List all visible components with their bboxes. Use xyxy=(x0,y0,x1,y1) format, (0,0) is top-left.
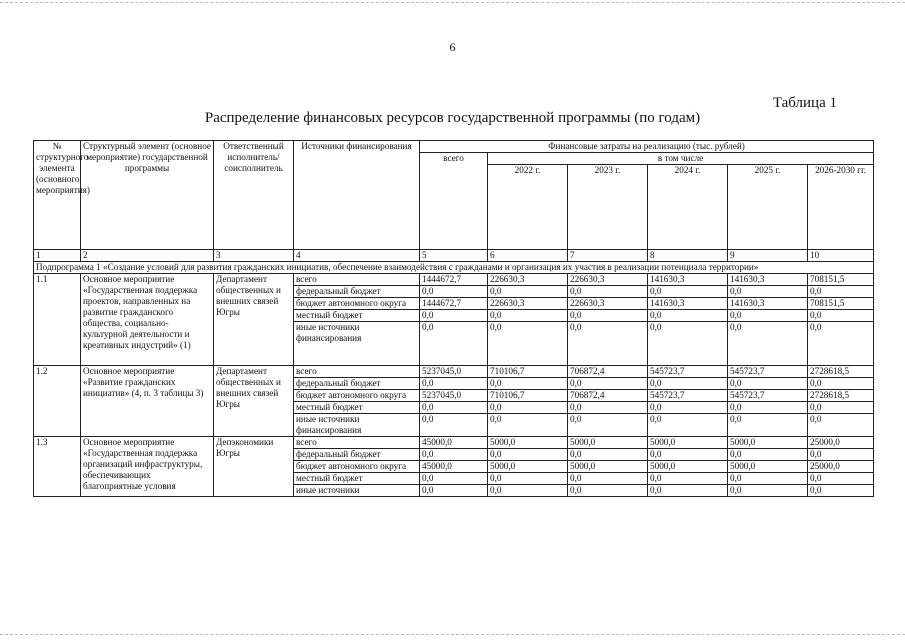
value-cell: 0,0 xyxy=(728,485,808,497)
value-cell: 141630,3 xyxy=(728,298,808,310)
value-cell: 0,0 xyxy=(808,378,874,390)
value-cell: 0,0 xyxy=(728,286,808,298)
value-cell: 0,0 xyxy=(728,473,808,485)
source-cell: местный бюджет xyxy=(294,402,420,414)
value-cell: 226630,3 xyxy=(568,298,648,310)
value-cell: 141630,3 xyxy=(648,274,728,286)
value-cell: 0,0 xyxy=(568,378,648,390)
value-cell: 0,0 xyxy=(420,310,488,322)
value-cell: 0,0 xyxy=(648,286,728,298)
value-cell: 0,0 xyxy=(808,322,874,366)
scan-edge-top xyxy=(0,2,905,4)
row-executor: Департамент общественных и внешних связей Югры xyxy=(214,274,294,366)
value-cell: 0,0 xyxy=(568,485,648,497)
header-executor: Ответственный исполнитель/соисполнитель xyxy=(214,141,294,250)
value-cell: 0,0 xyxy=(488,322,568,366)
value-cell: 25000,0 xyxy=(808,461,874,473)
source-cell: бюджет автономного округа xyxy=(294,461,420,473)
value-cell: 2728618,5 xyxy=(808,366,874,378)
value-cell: 5237045,0 xyxy=(420,390,488,402)
value-cell: 545723,7 xyxy=(648,390,728,402)
source-cell: федеральный бюджет xyxy=(294,449,420,461)
value-cell: 5000,0 xyxy=(648,437,728,449)
row-executor: Департамент общественных и внешних связей Югры xyxy=(214,366,294,437)
column-number: 10 xyxy=(808,250,874,262)
column-number: 4 xyxy=(294,250,420,262)
header-element: Структурный элемент (основное мероприятие) государственной программы xyxy=(81,141,214,250)
header-year: 2024 г. xyxy=(648,165,728,250)
source-cell: местный бюджет xyxy=(294,310,420,322)
header-costs: Финансовые затраты на реализацию (тыс. рублей) xyxy=(420,141,874,153)
value-cell: 45000,0 xyxy=(420,461,488,473)
value-cell: 226630,3 xyxy=(488,298,568,310)
value-cell: 141630,3 xyxy=(728,274,808,286)
value-cell: 0,0 xyxy=(728,378,808,390)
header-year: 2023 г. xyxy=(568,165,648,250)
source-cell: всего xyxy=(294,366,420,378)
header-year: 2025 г. xyxy=(728,165,808,250)
value-cell: 5000,0 xyxy=(728,437,808,449)
value-cell: 0,0 xyxy=(420,322,488,366)
value-cell: 0,0 xyxy=(648,322,728,366)
value-cell: 0,0 xyxy=(808,414,874,437)
value-cell: 0,0 xyxy=(648,402,728,414)
value-cell: 2728618,5 xyxy=(808,390,874,402)
row-element: Основное мероприятие «Развитие гражданских инициатив» (4, п. 3 таблицы 3) xyxy=(81,366,214,437)
value-cell: 5237045,0 xyxy=(420,366,488,378)
source-cell: всего xyxy=(294,437,420,449)
value-cell: 0,0 xyxy=(420,286,488,298)
value-cell: 0,0 xyxy=(488,485,568,497)
value-cell: 25000,0 xyxy=(808,437,874,449)
source-cell: бюджет автономного округа xyxy=(294,298,420,310)
source-cell: иные источники xyxy=(294,485,420,497)
value-cell: 0,0 xyxy=(808,402,874,414)
column-number: 7 xyxy=(568,250,648,262)
value-cell: 706872,4 xyxy=(568,390,648,402)
row-number: 1.1 xyxy=(34,274,81,366)
column-number: 3 xyxy=(214,250,294,262)
value-cell: 0,0 xyxy=(808,473,874,485)
page-number: 6 xyxy=(449,40,456,54)
source-cell: иные источники финансирования xyxy=(294,414,420,437)
value-cell: 0,0 xyxy=(568,286,648,298)
row-element: Основное мероприятие «Государственная поддержка организаций инфраструктуры, обеспечивающих благоприятные условия xyxy=(81,437,214,497)
source-cell: федеральный бюджет xyxy=(294,286,420,298)
document-title: Распределение финансовых ресурсов государственной программы (по годам) xyxy=(204,110,701,126)
value-cell: 0,0 xyxy=(648,485,728,497)
header-source: Источники финансирования xyxy=(294,141,420,250)
value-cell: 0,0 xyxy=(728,449,808,461)
row-number: 1.3 xyxy=(34,437,81,497)
value-cell: 0,0 xyxy=(420,378,488,390)
value-cell: 706872,4 xyxy=(568,366,648,378)
value-cell: 0,0 xyxy=(728,402,808,414)
value-cell: 0,0 xyxy=(648,449,728,461)
value-cell: 710106,7 xyxy=(488,390,568,402)
header-total: всего xyxy=(420,153,488,250)
column-number: 1 xyxy=(34,250,81,262)
financial-table xyxy=(33,140,874,497)
value-cell: 5000,0 xyxy=(568,437,648,449)
value-cell: 0,0 xyxy=(808,310,874,322)
source-cell: всего xyxy=(294,274,420,286)
source-cell: бюджет автономного округа xyxy=(294,390,420,402)
table-label: Таблица 1 xyxy=(772,95,837,111)
value-cell: 545723,7 xyxy=(648,366,728,378)
value-cell: 0,0 xyxy=(808,485,874,497)
value-cell: 0,0 xyxy=(648,310,728,322)
value-cell: 0,0 xyxy=(420,473,488,485)
value-cell: 708151,5 xyxy=(808,298,874,310)
value-cell: 5000,0 xyxy=(568,461,648,473)
header-including: в том числе xyxy=(488,153,874,165)
value-cell: 0,0 xyxy=(568,414,648,437)
value-cell: 226630,3 xyxy=(488,274,568,286)
value-cell: 0,0 xyxy=(420,414,488,437)
value-cell: 0,0 xyxy=(568,322,648,366)
value-cell: 0,0 xyxy=(488,473,568,485)
row-element: Основное мероприятие «Государственная поддержка проектов, направленных на развитие гражданского общества, социально-культурной деятельности и креативных индустрий» (1) xyxy=(81,274,214,366)
value-cell: 0,0 xyxy=(568,473,648,485)
value-cell: 0,0 xyxy=(808,286,874,298)
value-cell: 0,0 xyxy=(728,310,808,322)
value-cell: 0,0 xyxy=(568,449,648,461)
value-cell: 0,0 xyxy=(420,485,488,497)
header-num: № структурного элемента (основного мероприятия) xyxy=(34,141,81,250)
source-cell: иные источники финансирования xyxy=(294,322,420,366)
value-cell: 0,0 xyxy=(488,378,568,390)
value-cell: 1444672,7 xyxy=(420,298,488,310)
value-cell: 545723,7 xyxy=(728,366,808,378)
column-number: 5 xyxy=(420,250,488,262)
value-cell: 0,0 xyxy=(808,449,874,461)
value-cell: 5000,0 xyxy=(648,461,728,473)
row-number: 1.2 xyxy=(34,366,81,437)
column-number: 2 xyxy=(81,250,214,262)
value-cell: 226630,3 xyxy=(568,274,648,286)
value-cell: 5000,0 xyxy=(728,461,808,473)
value-cell: 0,0 xyxy=(420,449,488,461)
column-number: 9 xyxy=(728,250,808,262)
column-number: 6 xyxy=(488,250,568,262)
value-cell: 0,0 xyxy=(648,414,728,437)
value-cell: 708151,5 xyxy=(808,274,874,286)
source-cell: местный бюджет xyxy=(294,473,420,485)
value-cell: 0,0 xyxy=(420,402,488,414)
value-cell: 0,0 xyxy=(488,402,568,414)
column-number: 8 xyxy=(648,250,728,262)
value-cell: 710106,7 xyxy=(488,366,568,378)
value-cell: 141630,3 xyxy=(648,298,728,310)
value-cell: 0,0 xyxy=(568,402,648,414)
value-cell: 0,0 xyxy=(648,473,728,485)
value-cell: 0,0 xyxy=(488,449,568,461)
source-cell: федеральный бюджет xyxy=(294,378,420,390)
header-year: 2026-2030 гг. xyxy=(808,165,874,250)
value-cell: 0,0 xyxy=(488,414,568,437)
value-cell: 0,0 xyxy=(648,378,728,390)
value-cell: 0,0 xyxy=(568,310,648,322)
value-cell: 0,0 xyxy=(488,286,568,298)
value-cell: 5000,0 xyxy=(488,437,568,449)
row-executor: Депэкономики Югры xyxy=(214,437,294,497)
value-cell: 45000,0 xyxy=(420,437,488,449)
value-cell: 545723,7 xyxy=(728,390,808,402)
subprogram-title: Подпрограмма 1 «Создание условий для развития гражданских инициатив, обеспечение взаимодействия с гражданами и организация их участия в реализации потенциала территории» xyxy=(34,262,874,274)
header-year: 2022 г. xyxy=(488,165,568,250)
scan-edge-bottom xyxy=(0,634,905,636)
value-cell: 0,0 xyxy=(728,322,808,366)
value-cell: 0,0 xyxy=(728,414,808,437)
value-cell: 5000,0 xyxy=(488,461,568,473)
value-cell: 0,0 xyxy=(488,310,568,322)
value-cell: 1444672,7 xyxy=(420,274,488,286)
